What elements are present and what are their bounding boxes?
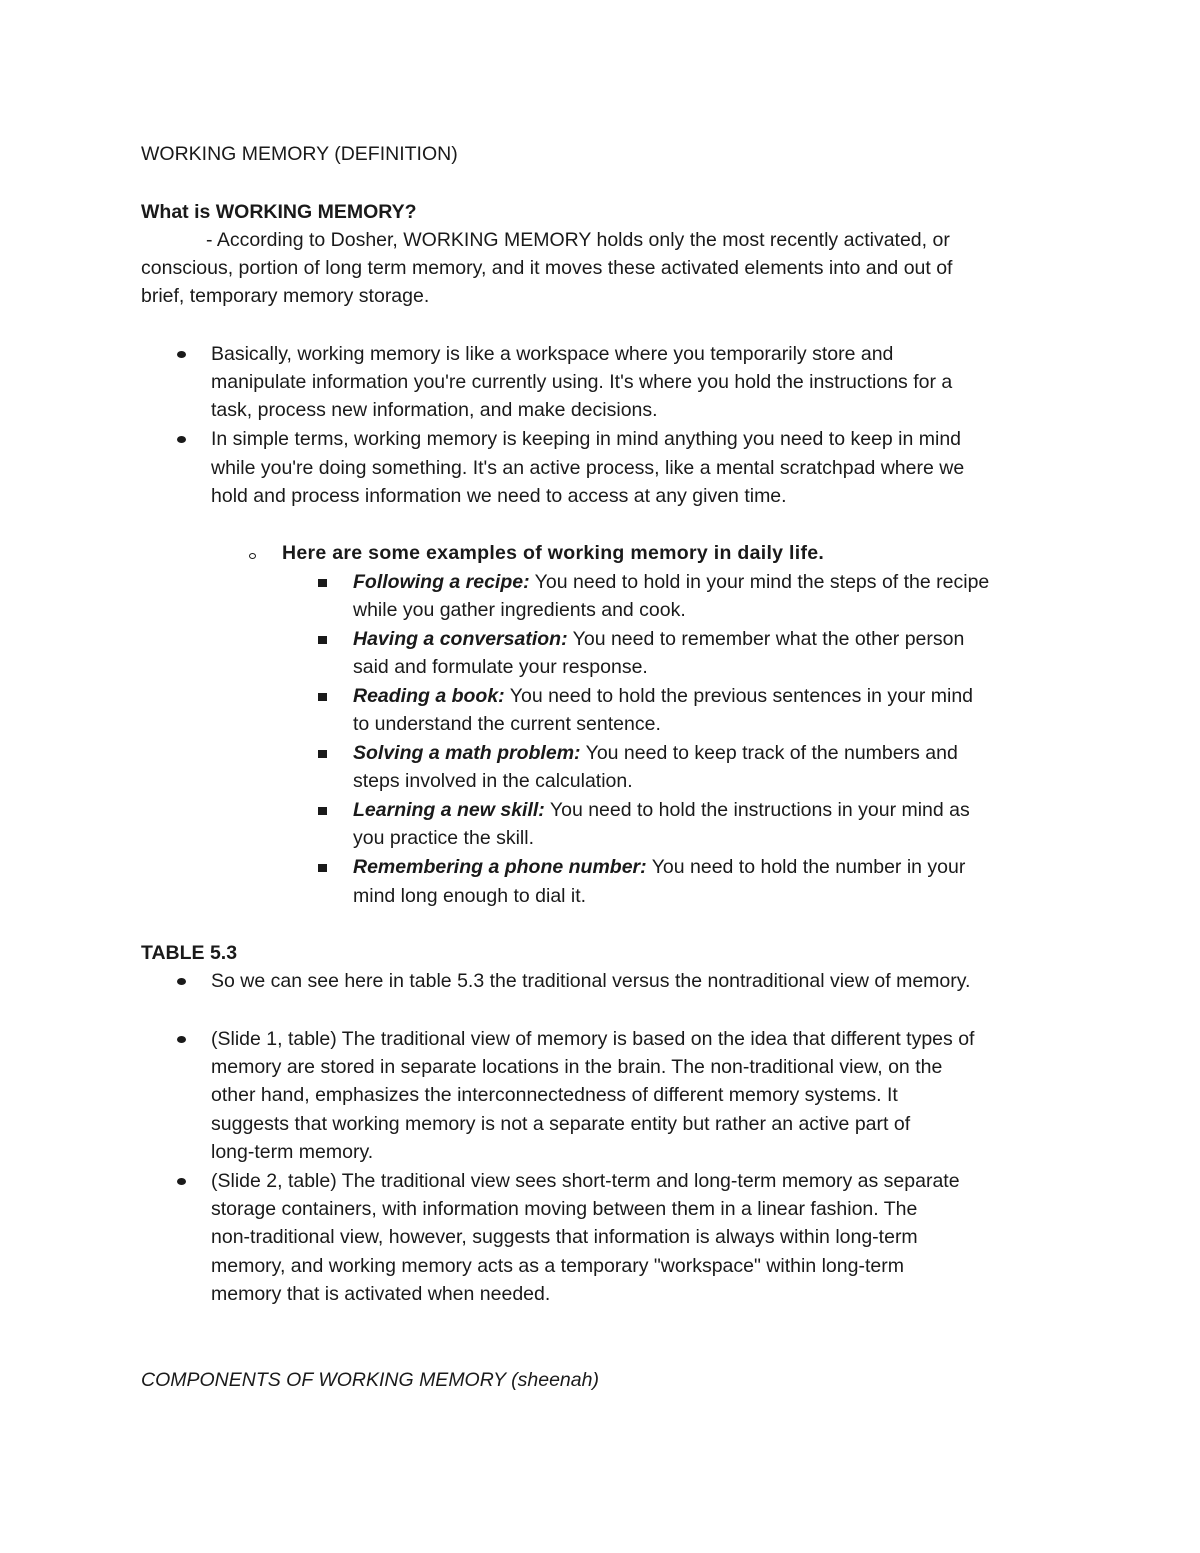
example-line: while you gather ingredients and cook. bbox=[353, 599, 686, 621]
example-term: Having a conversation: bbox=[353, 628, 568, 650]
example-line bbox=[353, 625, 964, 654]
table-bullet-line: (Slide 1, table) The traditional view of memory is based on the idea that different types of bbox=[211, 1028, 975, 1050]
example-text: You need to keep track of the numbers and bbox=[580, 742, 958, 764]
bullet-line: task, process new information, and make decisions. bbox=[211, 399, 658, 421]
bullet-dot-icon bbox=[177, 978, 186, 985]
bullet-square-icon bbox=[318, 693, 327, 701]
example-term: Reading a book: bbox=[353, 685, 505, 707]
example-line bbox=[353, 739, 958, 768]
example-line: you practice the skill. bbox=[353, 827, 534, 849]
example-line bbox=[353, 568, 989, 597]
bullet-dot-icon bbox=[177, 1178, 186, 1185]
example-term: Solving a math problem: bbox=[353, 742, 581, 764]
bullet-square-icon bbox=[318, 807, 327, 815]
example-term: Remembering a phone number: bbox=[353, 856, 647, 878]
example-line: steps involved in the calculation. bbox=[353, 770, 633, 792]
bullet-line: manipulate information you're currently using. It's where you hold the instructions for a bbox=[211, 371, 953, 393]
bullet-square-icon bbox=[318, 864, 327, 872]
table-heading: TABLE 5.3 bbox=[141, 942, 238, 964]
table-bullet-line: memory, and working memory acts as a temporary "workspace" within long-term bbox=[211, 1255, 904, 1277]
example-text: You need to remember what the other person bbox=[567, 628, 965, 650]
example-text: You need to hold in your mind the steps of the recipe bbox=[529, 571, 990, 593]
example-line: said and formulate your response. bbox=[353, 656, 648, 678]
example-term: Following a recipe: bbox=[353, 571, 530, 593]
table-bullet-line: memory that is activated when needed. bbox=[211, 1283, 551, 1305]
example-line bbox=[353, 853, 965, 882]
example-line: mind long enough to dial it. bbox=[353, 885, 587, 907]
example-line: to understand the current sentence. bbox=[353, 713, 661, 735]
table-bullet-line: storage containers, with information moving between them in a linear fashion. The bbox=[211, 1198, 918, 1220]
definition-heading: WORKING MEMORY (DEFINITION) bbox=[141, 143, 458, 165]
bullet-square-icon bbox=[318, 636, 327, 644]
table-bullet-line: other hand, emphasizes the interconnectedness of different memory systems. It bbox=[211, 1084, 898, 1106]
examples-heading: Here are some examples of working memory in daily life. bbox=[282, 542, 825, 564]
bullet-dot-icon bbox=[177, 1036, 186, 1043]
table-bullet-line: (Slide 2, table) The traditional view sees short-term and long-term memory as separate bbox=[211, 1170, 960, 1192]
example-text: You need to hold the instructions in your mind as bbox=[544, 799, 970, 821]
example-text: You need to hold the number in your bbox=[646, 856, 966, 878]
example-term: Learning a new skill: bbox=[353, 799, 545, 821]
table-bullet-line: suggests that working memory is not a separate entity but rather an active part of bbox=[211, 1113, 911, 1135]
example-text: You need to hold the previous sentences in your mind bbox=[504, 685, 974, 707]
definition-line: conscious, portion of long term memory, and it moves these activated elements into and out of bbox=[141, 257, 953, 279]
bullet-line: Basically, working memory is like a workspace where you temporarily store and bbox=[211, 343, 894, 365]
definition-line: - According to Dosher, WORKING MEMORY holds only the most recently activated, or bbox=[206, 229, 950, 251]
table-bullet-line: long-term memory. bbox=[211, 1141, 374, 1163]
table-bullet-line: So we can see here in table 5.3 the traditional versus the nontraditional view of memory. bbox=[211, 970, 971, 992]
question-heading: What is WORKING MEMORY? bbox=[141, 201, 417, 223]
bullet-square-icon bbox=[318, 750, 327, 758]
bullet-circle-icon bbox=[249, 553, 256, 559]
bullet-square-icon bbox=[318, 579, 327, 587]
table-bullet-line: non-traditional view, however, suggests that information is always within long-term bbox=[211, 1226, 918, 1248]
table-bullet-line: memory are stored in separate locations in the brain. The non-traditional view, on the bbox=[211, 1056, 943, 1078]
components-heading: COMPONENTS OF WORKING MEMORY (sheenah) bbox=[141, 1369, 599, 1391]
bullet-dot-icon bbox=[177, 436, 186, 443]
example-line bbox=[353, 796, 970, 825]
bullet-dot-icon bbox=[177, 351, 186, 358]
bullet-line: In simple terms, working memory is keeping in mind anything you need to keep in mind bbox=[211, 428, 962, 450]
example-line bbox=[353, 682, 973, 711]
bullet-line: while you're doing something. It's an active process, like a mental scratchpad where we bbox=[211, 457, 965, 479]
bullet-line: hold and process information we need to access at any given time. bbox=[211, 485, 787, 507]
definition-line: brief, temporary memory storage. bbox=[141, 285, 430, 307]
